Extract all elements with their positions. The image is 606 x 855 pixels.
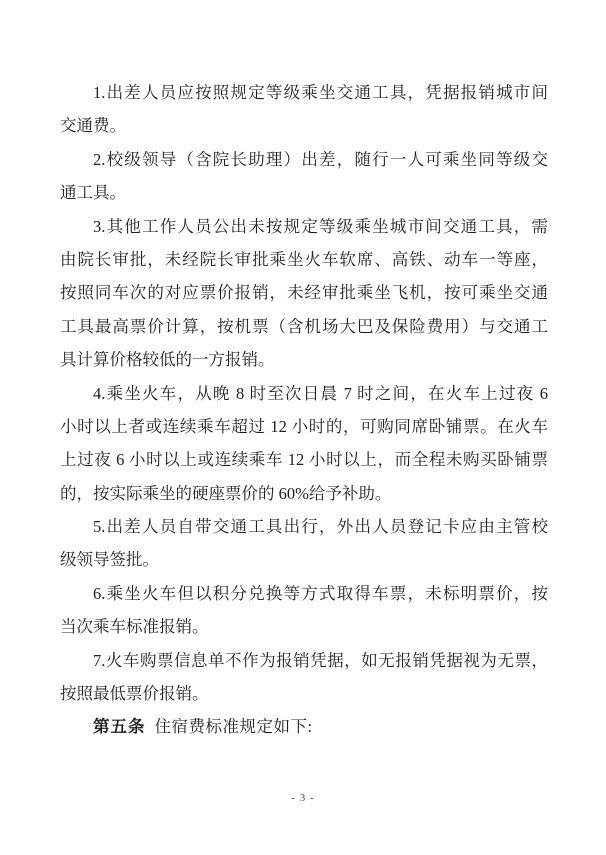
text-line: 交通费。	[60, 116, 126, 136]
text-line: 5.出差人员自带交通工具出行，外出人员登记卡应由主管校	[93, 517, 548, 537]
page-footer	[0, 791, 606, 805]
article-heading-text: 住宿费标准规定如下:	[154, 717, 313, 737]
text-line: 工具最高票价计算，按机票（含机场大巴及保险费用）与交通工	[60, 316, 548, 336]
text-line: 级领导签批。	[60, 550, 159, 570]
text-line: 上过夜 6 小时以上或连续乘车 12 小时以上，而全程未购买卧铺票	[60, 450, 548, 470]
article-heading	[60, 710, 548, 743]
article-heading-number: 第五条	[93, 717, 146, 737]
text-line: 小时以上者或连续乘车超过 12 小时的，可购同席卧铺票。在火车	[60, 416, 548, 436]
text-line: 具计算价格较低的一方报销。	[60, 350, 275, 370]
text-line: 按照最低票价报销。	[60, 684, 209, 704]
text-line: 按照同车次的对应票价报销，未经审批乘坐飞机，按可乘坐交通	[60, 283, 548, 303]
document-body	[60, 76, 548, 744]
text-line: 由院长审批，未经院长审批乘坐火车软席、高铁、动车一等座，	[60, 249, 548, 269]
text-line: 3.其他工作人员公出未按规定等级乘坐城市间交通工具，需	[93, 216, 548, 236]
page-number: - 3 -	[291, 792, 315, 804]
text-line: 6.乘坐火车但以积分兑换等方式取得车票，未标明票价，按	[93, 583, 548, 603]
text-line: 1.出差人员应按照规定等级乘坐交通工具，凭据报销城市间	[93, 83, 548, 102]
text-line: 7.火车购票信息单不作为报销凭据，如无报销凭据视为无票，	[93, 650, 548, 670]
text-line: 当次乘车标准报销。	[60, 617, 209, 637]
text-line: 2.校级领导（含院长助理）出差，随行一人可乘坐同等级交	[93, 149, 548, 169]
text-line: 通工具。	[60, 183, 126, 203]
text-line: 4.乘坐火车，从晚 8 时至次日晨 7 时之间，在火车上过夜 6	[93, 383, 548, 403]
text-line: 的，按实际乘坐的硬座票价的 60%给予补助。	[60, 483, 392, 503]
